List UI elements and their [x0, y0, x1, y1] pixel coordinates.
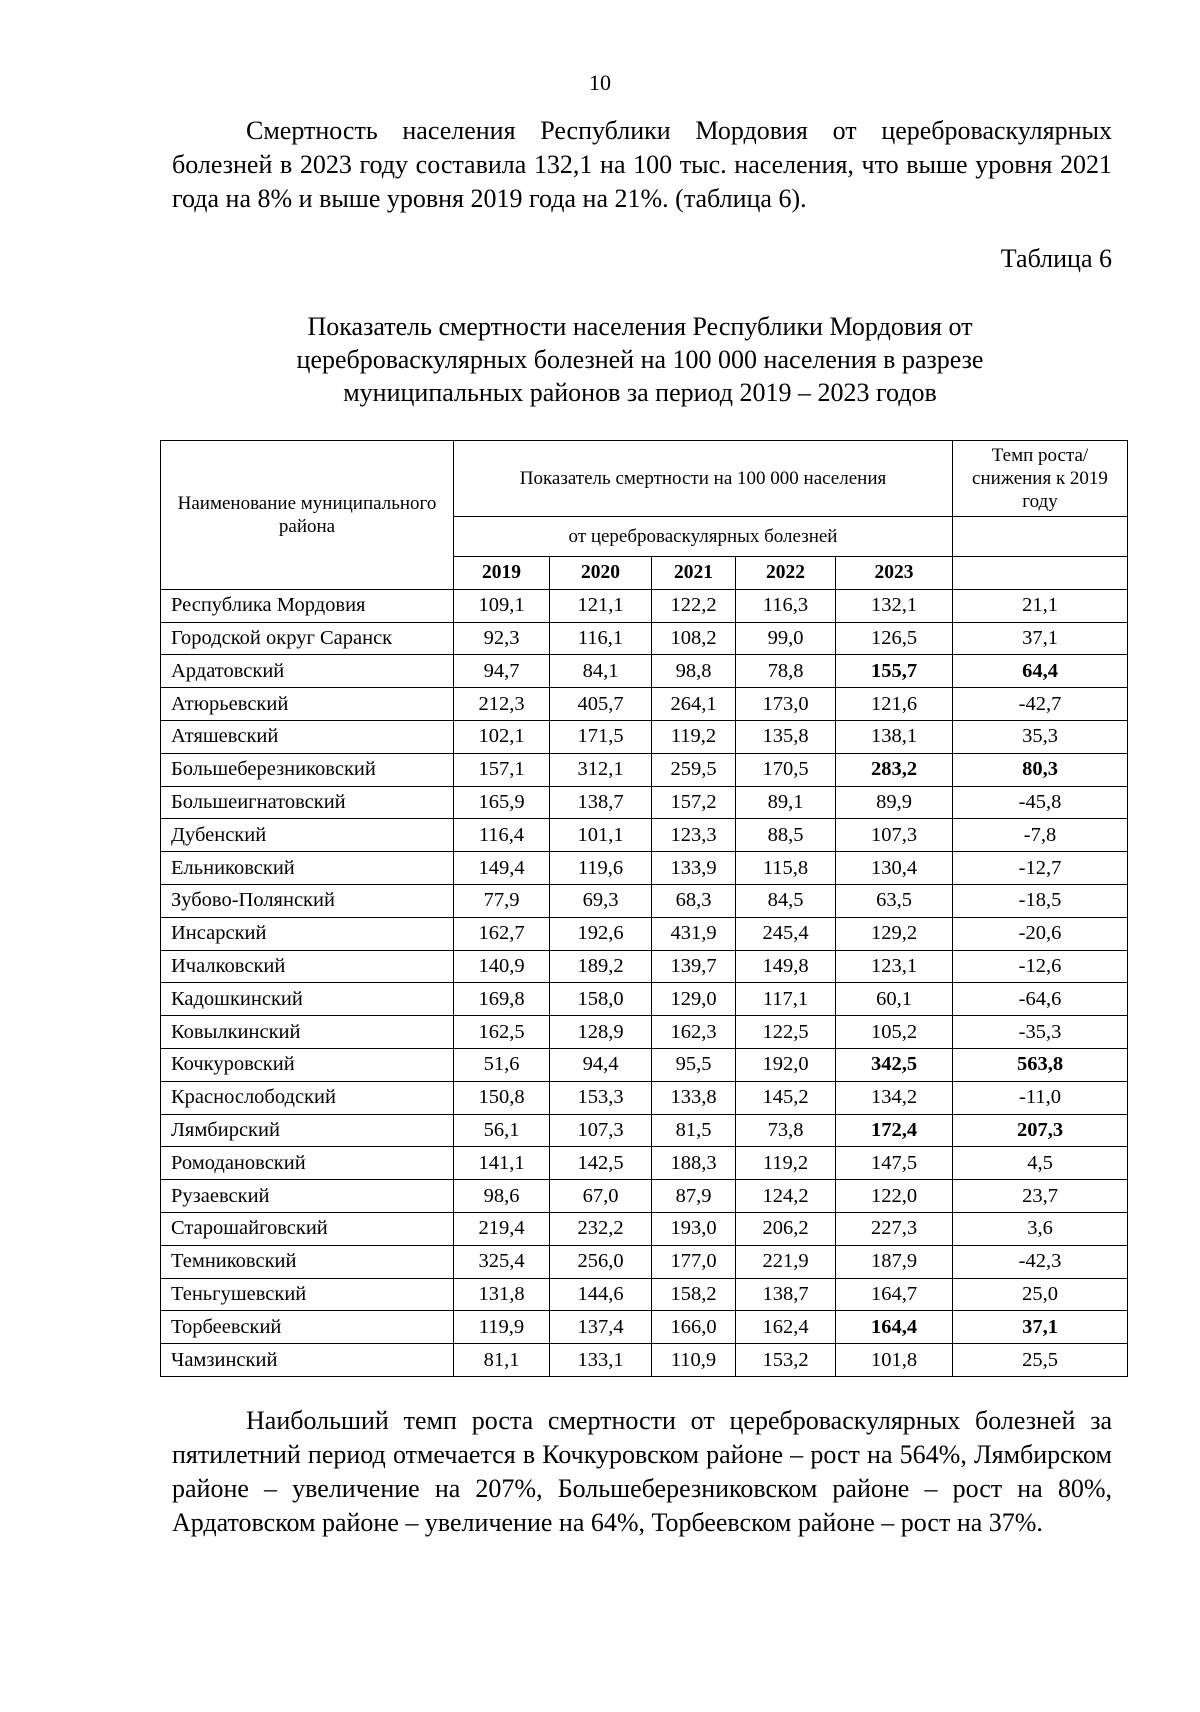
- table-row: [161, 1016, 1128, 1049]
- district-name-cell: Кадошкинский: [161, 983, 454, 1016]
- value-cell-2019: 94,7: [454, 655, 550, 688]
- table-row: [161, 1344, 1128, 1377]
- value-cell-2021: 129,0: [652, 983, 736, 1016]
- value-cell-2019: 102,1: [454, 720, 550, 753]
- header-rate: Показатель смертности на 100 000 населения: [454, 441, 953, 517]
- value-cell-2022: 119,2: [736, 1147, 836, 1180]
- value-cell-2021: 133,8: [652, 1081, 736, 1114]
- header-year: 2022: [736, 557, 836, 590]
- trend-cell: 563,8: [953, 1048, 1128, 1081]
- value-cell-2021: 110,9: [652, 1344, 736, 1377]
- district-name-cell: Дубенский: [161, 819, 454, 852]
- district-name-cell: Краснослободский: [161, 1081, 454, 1114]
- header-trend: Темп роста/снижения к 2019 году: [953, 441, 1128, 517]
- district-name-cell: Рузаевский: [161, 1180, 454, 1213]
- value-cell-2020: 312,1: [550, 753, 652, 786]
- value-cell-2023: 132,1: [836, 589, 953, 622]
- value-cell-2023: 89,9: [836, 786, 953, 819]
- header-year: 2023: [836, 557, 953, 590]
- trend-cell: 37,1: [953, 622, 1128, 655]
- value-cell-2023: 105,2: [836, 1016, 953, 1049]
- district-name-cell: Большеберезниковский: [161, 753, 454, 786]
- table-row: [161, 1147, 1128, 1180]
- value-cell-2023: 138,1: [836, 720, 953, 753]
- trend-cell: 37,1: [953, 1311, 1128, 1344]
- value-cell-2020: 101,1: [550, 819, 652, 852]
- value-cell-2021: 188,3: [652, 1147, 736, 1180]
- trend-cell: 25,5: [953, 1344, 1128, 1377]
- trend-cell: 4,5: [953, 1147, 1128, 1180]
- table-row: [161, 1212, 1128, 1245]
- value-cell-2022: 138,7: [736, 1278, 836, 1311]
- value-cell-2020: 69,3: [550, 884, 652, 917]
- value-cell-2023: 126,5: [836, 622, 953, 655]
- trend-cell: 21,1: [953, 589, 1128, 622]
- trend-cell: 80,3: [953, 753, 1128, 786]
- value-cell-2021: 259,5: [652, 753, 736, 786]
- value-cell-2021: 166,0: [652, 1311, 736, 1344]
- value-cell-2020: 189,2: [550, 950, 652, 983]
- trend-cell: -64,6: [953, 983, 1128, 1016]
- table-title-line-1: Показатель смертности населения Республики Мордовия от: [307, 312, 973, 341]
- value-cell-2021: 177,0: [652, 1245, 736, 1278]
- value-cell-2023: 164,7: [836, 1278, 953, 1311]
- table-row: [161, 786, 1128, 819]
- district-name-cell: Ичалковский: [161, 950, 454, 983]
- value-cell-2019: 81,1: [454, 1344, 550, 1377]
- value-cell-2020: 144,6: [550, 1278, 652, 1311]
- trend-cell: -45,8: [953, 786, 1128, 819]
- district-name-cell: Ардатовский: [161, 655, 454, 688]
- table-row: [161, 1278, 1128, 1311]
- value-cell-2019: 77,9: [454, 884, 550, 917]
- district-name-cell: Старошайговский: [161, 1212, 454, 1245]
- value-cell-2023: 101,8: [836, 1344, 953, 1377]
- trend-cell: -42,3: [953, 1245, 1128, 1278]
- value-cell-2020: 142,5: [550, 1147, 652, 1180]
- value-cell-2020: 192,6: [550, 917, 652, 950]
- trend-cell: 25,0: [953, 1278, 1128, 1311]
- value-cell-2019: 212,3: [454, 688, 550, 721]
- table-row: [161, 1114, 1128, 1147]
- district-name-cell: Атяшевский: [161, 720, 454, 753]
- district-name-cell: Чамзинский: [161, 1344, 454, 1377]
- value-cell-2019: 56,1: [454, 1114, 550, 1147]
- value-cell-2023: 227,3: [836, 1212, 953, 1245]
- value-cell-2019: 150,8: [454, 1081, 550, 1114]
- value-cell-2022: 99,0: [736, 622, 836, 655]
- value-cell-2021: 193,0: [652, 1212, 736, 1245]
- value-cell-2022: 173,0: [736, 688, 836, 721]
- value-cell-2020: 137,4: [550, 1311, 652, 1344]
- table-row: [161, 1311, 1128, 1344]
- trend-cell: 3,6: [953, 1212, 1128, 1245]
- value-cell-2019: 116,4: [454, 819, 550, 852]
- value-cell-2020: 67,0: [550, 1180, 652, 1213]
- district-name-cell: Зубово-Полянский: [161, 884, 454, 917]
- value-cell-2023: 130,4: [836, 852, 953, 885]
- trend-cell: 23,7: [953, 1180, 1128, 1213]
- value-cell-2023: 60,1: [836, 983, 953, 1016]
- value-cell-2023: 63,5: [836, 884, 953, 917]
- table-row: [161, 688, 1128, 721]
- header-trend-blank: [953, 517, 1128, 557]
- value-cell-2021: 81,5: [652, 1114, 736, 1147]
- table-row: [161, 1180, 1128, 1213]
- value-cell-2021: 122,2: [652, 589, 736, 622]
- value-cell-2023: 123,1: [836, 950, 953, 983]
- district-name-cell: Атюрьевский: [161, 688, 454, 721]
- value-cell-2022: 145,2: [736, 1081, 836, 1114]
- value-cell-2019: 92,3: [454, 622, 550, 655]
- value-cell-2019: 149,4: [454, 852, 550, 885]
- value-cell-2019: 131,8: [454, 1278, 550, 1311]
- value-cell-2022: 88,5: [736, 819, 836, 852]
- trend-cell: 64,4: [953, 655, 1128, 688]
- value-cell-2020: 256,0: [550, 1245, 652, 1278]
- value-cell-2022: 135,8: [736, 720, 836, 753]
- value-cell-2022: 115,8: [736, 852, 836, 885]
- value-cell-2023: 122,0: [836, 1180, 953, 1213]
- trend-cell: -42,7: [953, 688, 1128, 721]
- district-name-cell: Кочкуровский: [161, 1048, 454, 1081]
- district-name-cell: Ельниковский: [161, 852, 454, 885]
- value-cell-2020: 133,1: [550, 1344, 652, 1377]
- value-cell-2020: 94,4: [550, 1048, 652, 1081]
- table-title-line-3: муниципальных районов за период 2019 – 2023 годов: [343, 378, 937, 407]
- district-name-cell: Торбеевский: [161, 1311, 454, 1344]
- value-cell-2023: 129,2: [836, 917, 953, 950]
- header-year-blank: [953, 557, 1128, 590]
- value-cell-2019: 140,9: [454, 950, 550, 983]
- district-name-cell: Большеигнатовский: [161, 786, 454, 819]
- table-row: [161, 1245, 1128, 1278]
- value-cell-2020: 128,9: [550, 1016, 652, 1049]
- value-cell-2023: 121,6: [836, 688, 953, 721]
- value-cell-2021: 157,2: [652, 786, 736, 819]
- value-cell-2022: 84,5: [736, 884, 836, 917]
- trend-cell: -12,7: [953, 852, 1128, 885]
- outro-text: Наибольший темп роста смертности от цереброваскулярных болезней за пятилетний период отмечается в Кочкуровском районе – рост на 564%, Лямбирском районе – увеличение на 207%, Большеберезниковском районе – рост на 80%, Ардатовском районе – увеличение на 64%, Торбеевском районе – рост на 37%.: [172, 1406, 1112, 1537]
- table-label: Таблица 6: [1000, 244, 1112, 273]
- value-cell-2020: 121,1: [550, 589, 652, 622]
- table-body: [161, 589, 1128, 1376]
- value-cell-2021: 119,2: [652, 720, 736, 753]
- value-cell-2019: 109,1: [454, 589, 550, 622]
- value-cell-2021: 68,3: [652, 884, 736, 917]
- value-cell-2022: 124,2: [736, 1180, 836, 1213]
- value-cell-2020: 171,5: [550, 720, 652, 753]
- value-cell-2020: 107,3: [550, 1114, 652, 1147]
- table-row: [161, 622, 1128, 655]
- value-cell-2020: 153,3: [550, 1081, 652, 1114]
- value-cell-2022: 116,3: [736, 589, 836, 622]
- district-name-cell: Теньгушевский: [161, 1278, 454, 1311]
- district-name-cell: Городской округ Саранск: [161, 622, 454, 655]
- value-cell-2019: 162,7: [454, 917, 550, 950]
- value-cell-2023: 134,2: [836, 1081, 953, 1114]
- trend-cell: -20,6: [953, 917, 1128, 950]
- table-title-line-2: цереброваскулярных болезней на 100 000 населения в разрезе: [296, 345, 984, 374]
- header-year: 2021: [652, 557, 736, 590]
- value-cell-2022: 117,1: [736, 983, 836, 1016]
- table-title: [220, 310, 1060, 409]
- table-row: [161, 917, 1128, 950]
- value-cell-2021: 139,7: [652, 950, 736, 983]
- trend-cell: -12,6: [953, 950, 1128, 983]
- value-cell-2022: 122,5: [736, 1016, 836, 1049]
- value-cell-2019: 98,6: [454, 1180, 550, 1213]
- value-cell-2021: 158,2: [652, 1278, 736, 1311]
- trend-cell: 207,3: [953, 1114, 1128, 1147]
- value-cell-2023: 155,7: [836, 655, 953, 688]
- value-cell-2023: 342,5: [836, 1048, 953, 1081]
- table-row: [161, 753, 1128, 786]
- value-cell-2021: 95,5: [652, 1048, 736, 1081]
- district-name-cell: Ковылкинский: [161, 1016, 454, 1049]
- intro-text: Смертность населения Республики Мордовия от цереброваскулярных болезней в 2023 году составила 132,1 на 100 тыс. населения, что выше уровня 2021 года на 8% и выше уровня 2019 года на 21%. (таблица 6).: [172, 116, 1112, 213]
- header-district-name: Наименование муниципального района: [161, 441, 454, 590]
- table-row: [161, 884, 1128, 917]
- district-name-cell: Лямбирский: [161, 1114, 454, 1147]
- value-cell-2019: 119,9: [454, 1311, 550, 1344]
- value-cell-2019: 219,4: [454, 1212, 550, 1245]
- table-row: [161, 589, 1128, 622]
- value-cell-2022: 149,8: [736, 950, 836, 983]
- value-cell-2022: 73,8: [736, 1114, 836, 1147]
- table-row: [161, 819, 1128, 852]
- district-name-cell: Темниковский: [161, 1245, 454, 1278]
- value-cell-2019: 165,9: [454, 786, 550, 819]
- value-cell-2022: 170,5: [736, 753, 836, 786]
- value-cell-2019: 157,1: [454, 753, 550, 786]
- value-cell-2019: 51,6: [454, 1048, 550, 1081]
- value-cell-2023: 147,5: [836, 1147, 953, 1180]
- value-cell-2022: 153,2: [736, 1344, 836, 1377]
- table-row: [161, 1048, 1128, 1081]
- intro-paragraph: [172, 114, 1112, 216]
- value-cell-2020: 232,2: [550, 1212, 652, 1245]
- value-cell-2021: 264,1: [652, 688, 736, 721]
- table-row: [161, 983, 1128, 1016]
- table-row: [161, 720, 1128, 753]
- header-year: 2019: [454, 557, 550, 590]
- value-cell-2019: 169,8: [454, 983, 550, 1016]
- table-row: [161, 950, 1128, 983]
- value-cell-2021: 98,8: [652, 655, 736, 688]
- value-cell-2022: 192,0: [736, 1048, 836, 1081]
- trend-cell: 35,3: [953, 720, 1128, 753]
- value-cell-2021: 87,9: [652, 1180, 736, 1213]
- value-cell-2021: 431,9: [652, 917, 736, 950]
- value-cell-2023: 187,9: [836, 1245, 953, 1278]
- value-cell-2020: 119,6: [550, 852, 652, 885]
- trend-cell: -11,0: [953, 1081, 1128, 1114]
- value-cell-2019: 141,1: [454, 1147, 550, 1180]
- value-cell-2020: 116,1: [550, 622, 652, 655]
- district-name-cell: Республика Мордовия: [161, 589, 454, 622]
- value-cell-2022: 89,1: [736, 786, 836, 819]
- header-year: 2020: [550, 557, 652, 590]
- trend-cell: -7,8: [953, 819, 1128, 852]
- table-row: [161, 852, 1128, 885]
- value-cell-2023: 283,2: [836, 753, 953, 786]
- value-cell-2021: 133,9: [652, 852, 736, 885]
- value-cell-2020: 84,1: [550, 655, 652, 688]
- district-name-cell: Инсарский: [161, 917, 454, 950]
- table-row: [161, 1081, 1128, 1114]
- value-cell-2021: 123,3: [652, 819, 736, 852]
- value-cell-2019: 162,5: [454, 1016, 550, 1049]
- value-cell-2021: 162,3: [652, 1016, 736, 1049]
- value-cell-2022: 245,4: [736, 917, 836, 950]
- value-cell-2020: 158,0: [550, 983, 652, 1016]
- page-number: 10: [589, 70, 611, 95]
- value-cell-2023: 164,4: [836, 1311, 953, 1344]
- value-cell-2019: 325,4: [454, 1245, 550, 1278]
- value-cell-2021: 108,2: [652, 622, 736, 655]
- table-header: [161, 441, 1128, 590]
- value-cell-2022: 162,4: [736, 1311, 836, 1344]
- value-cell-2022: 206,2: [736, 1212, 836, 1245]
- trend-cell: -35,3: [953, 1016, 1128, 1049]
- value-cell-2022: 221,9: [736, 1245, 836, 1278]
- value-cell-2023: 172,4: [836, 1114, 953, 1147]
- district-name-cell: Ромодановский: [161, 1147, 454, 1180]
- outro-paragraph: [172, 1404, 1112, 1540]
- value-cell-2023: 107,3: [836, 819, 953, 852]
- value-cell-2020: 138,7: [550, 786, 652, 819]
- table-row: [161, 655, 1128, 688]
- value-cell-2022: 78,8: [736, 655, 836, 688]
- mortality-table: [160, 440, 1128, 1377]
- trend-cell: -18,5: [953, 884, 1128, 917]
- header-cause: от цереброваскулярных болезней: [454, 517, 953, 557]
- value-cell-2020: 405,7: [550, 688, 652, 721]
